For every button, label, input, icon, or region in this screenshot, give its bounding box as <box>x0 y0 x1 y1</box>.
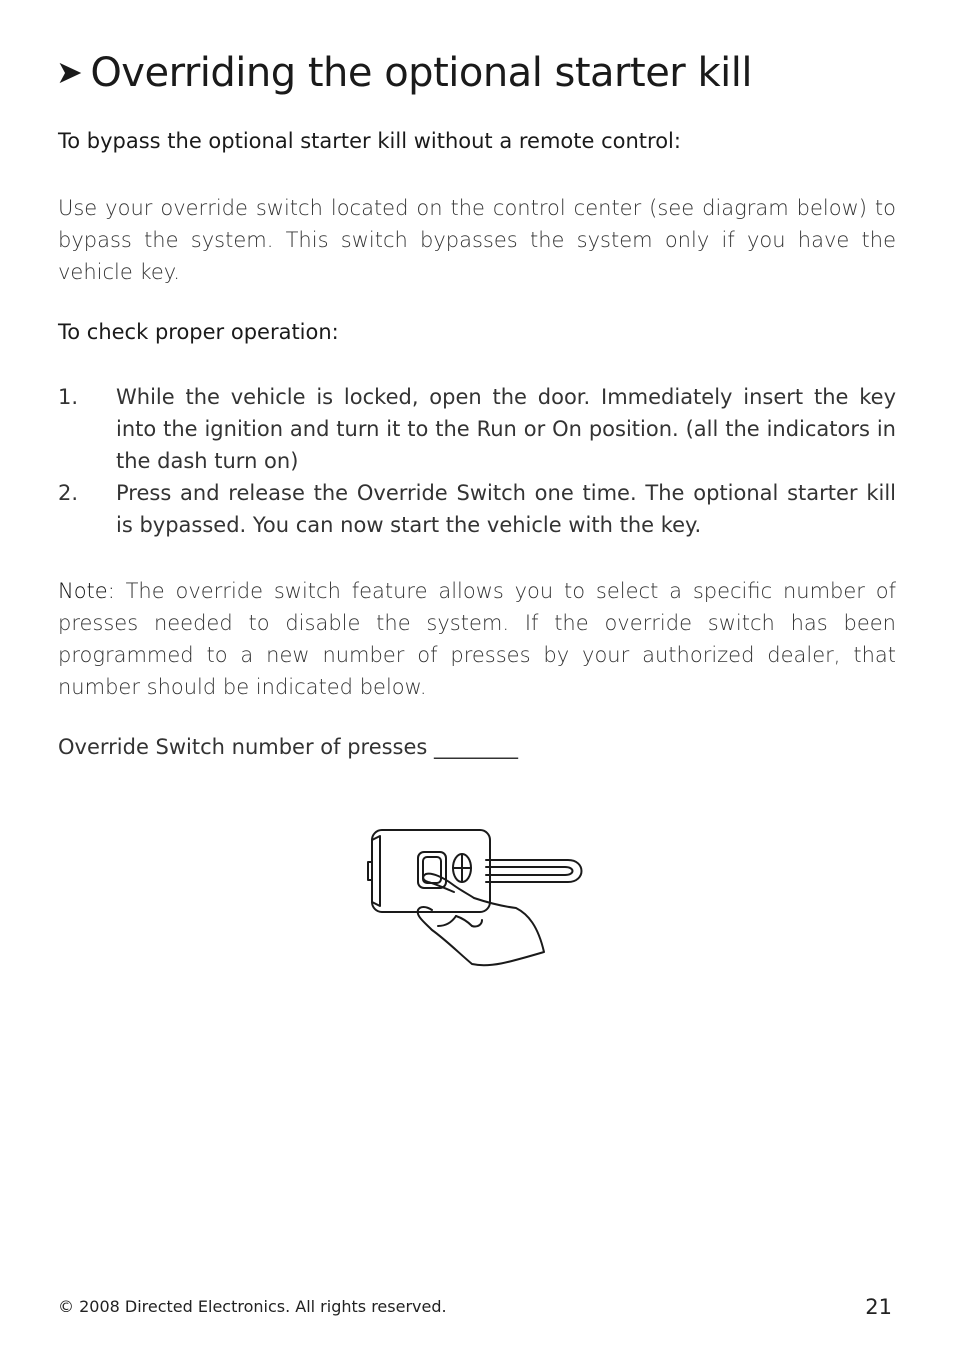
note-text: The override switch feature allows you to select a specific number of presses needed to disable the system. If the override switch has been programmed to a new number of presses by your authorized dealer, that number should be indicated below. <box>58 579 896 699</box>
page-title-text: Overriding the optional starter kill <box>90 50 752 96</box>
step-item-1 <box>58 381 896 477</box>
bypass-paragraph: Use your override switch located on the control center (see diagram below) to bypass the system. This switch bypasses the system only if you have the vehicle key. <box>58 196 896 284</box>
page-number: 21 <box>865 1295 892 1319</box>
note-label: Note: <box>58 579 115 603</box>
step-text: While the vehicle is locked, open the door. Immediately insert the key into the ignition and turn it to the Run or On position. (all the indicators in the dash turn on) <box>116 385 896 473</box>
bypass-heading: To bypass the optional starter kill without a remote control: <box>58 129 681 153</box>
step-number: 1. <box>58 385 79 409</box>
steps-list <box>58 381 896 541</box>
control-center-diagram <box>360 822 592 976</box>
check-heading: To check proper operation: <box>58 320 339 344</box>
arrow-icon: ➤ <box>56 53 83 91</box>
presses-fill-line: Override Switch number of presses ________ <box>58 735 519 759</box>
page-title <box>56 50 752 96</box>
step-text: Press and release the Override Switch one time. The optional starter kill is bypassed. You can now start the vehicle with the key. <box>116 481 896 537</box>
step-item-2 <box>58 477 896 541</box>
step-number: 2. <box>58 481 79 505</box>
note-paragraph <box>58 575 896 703</box>
copyright-notice: © 2008 Directed Electronics. All rights reserved. <box>58 1297 447 1316</box>
